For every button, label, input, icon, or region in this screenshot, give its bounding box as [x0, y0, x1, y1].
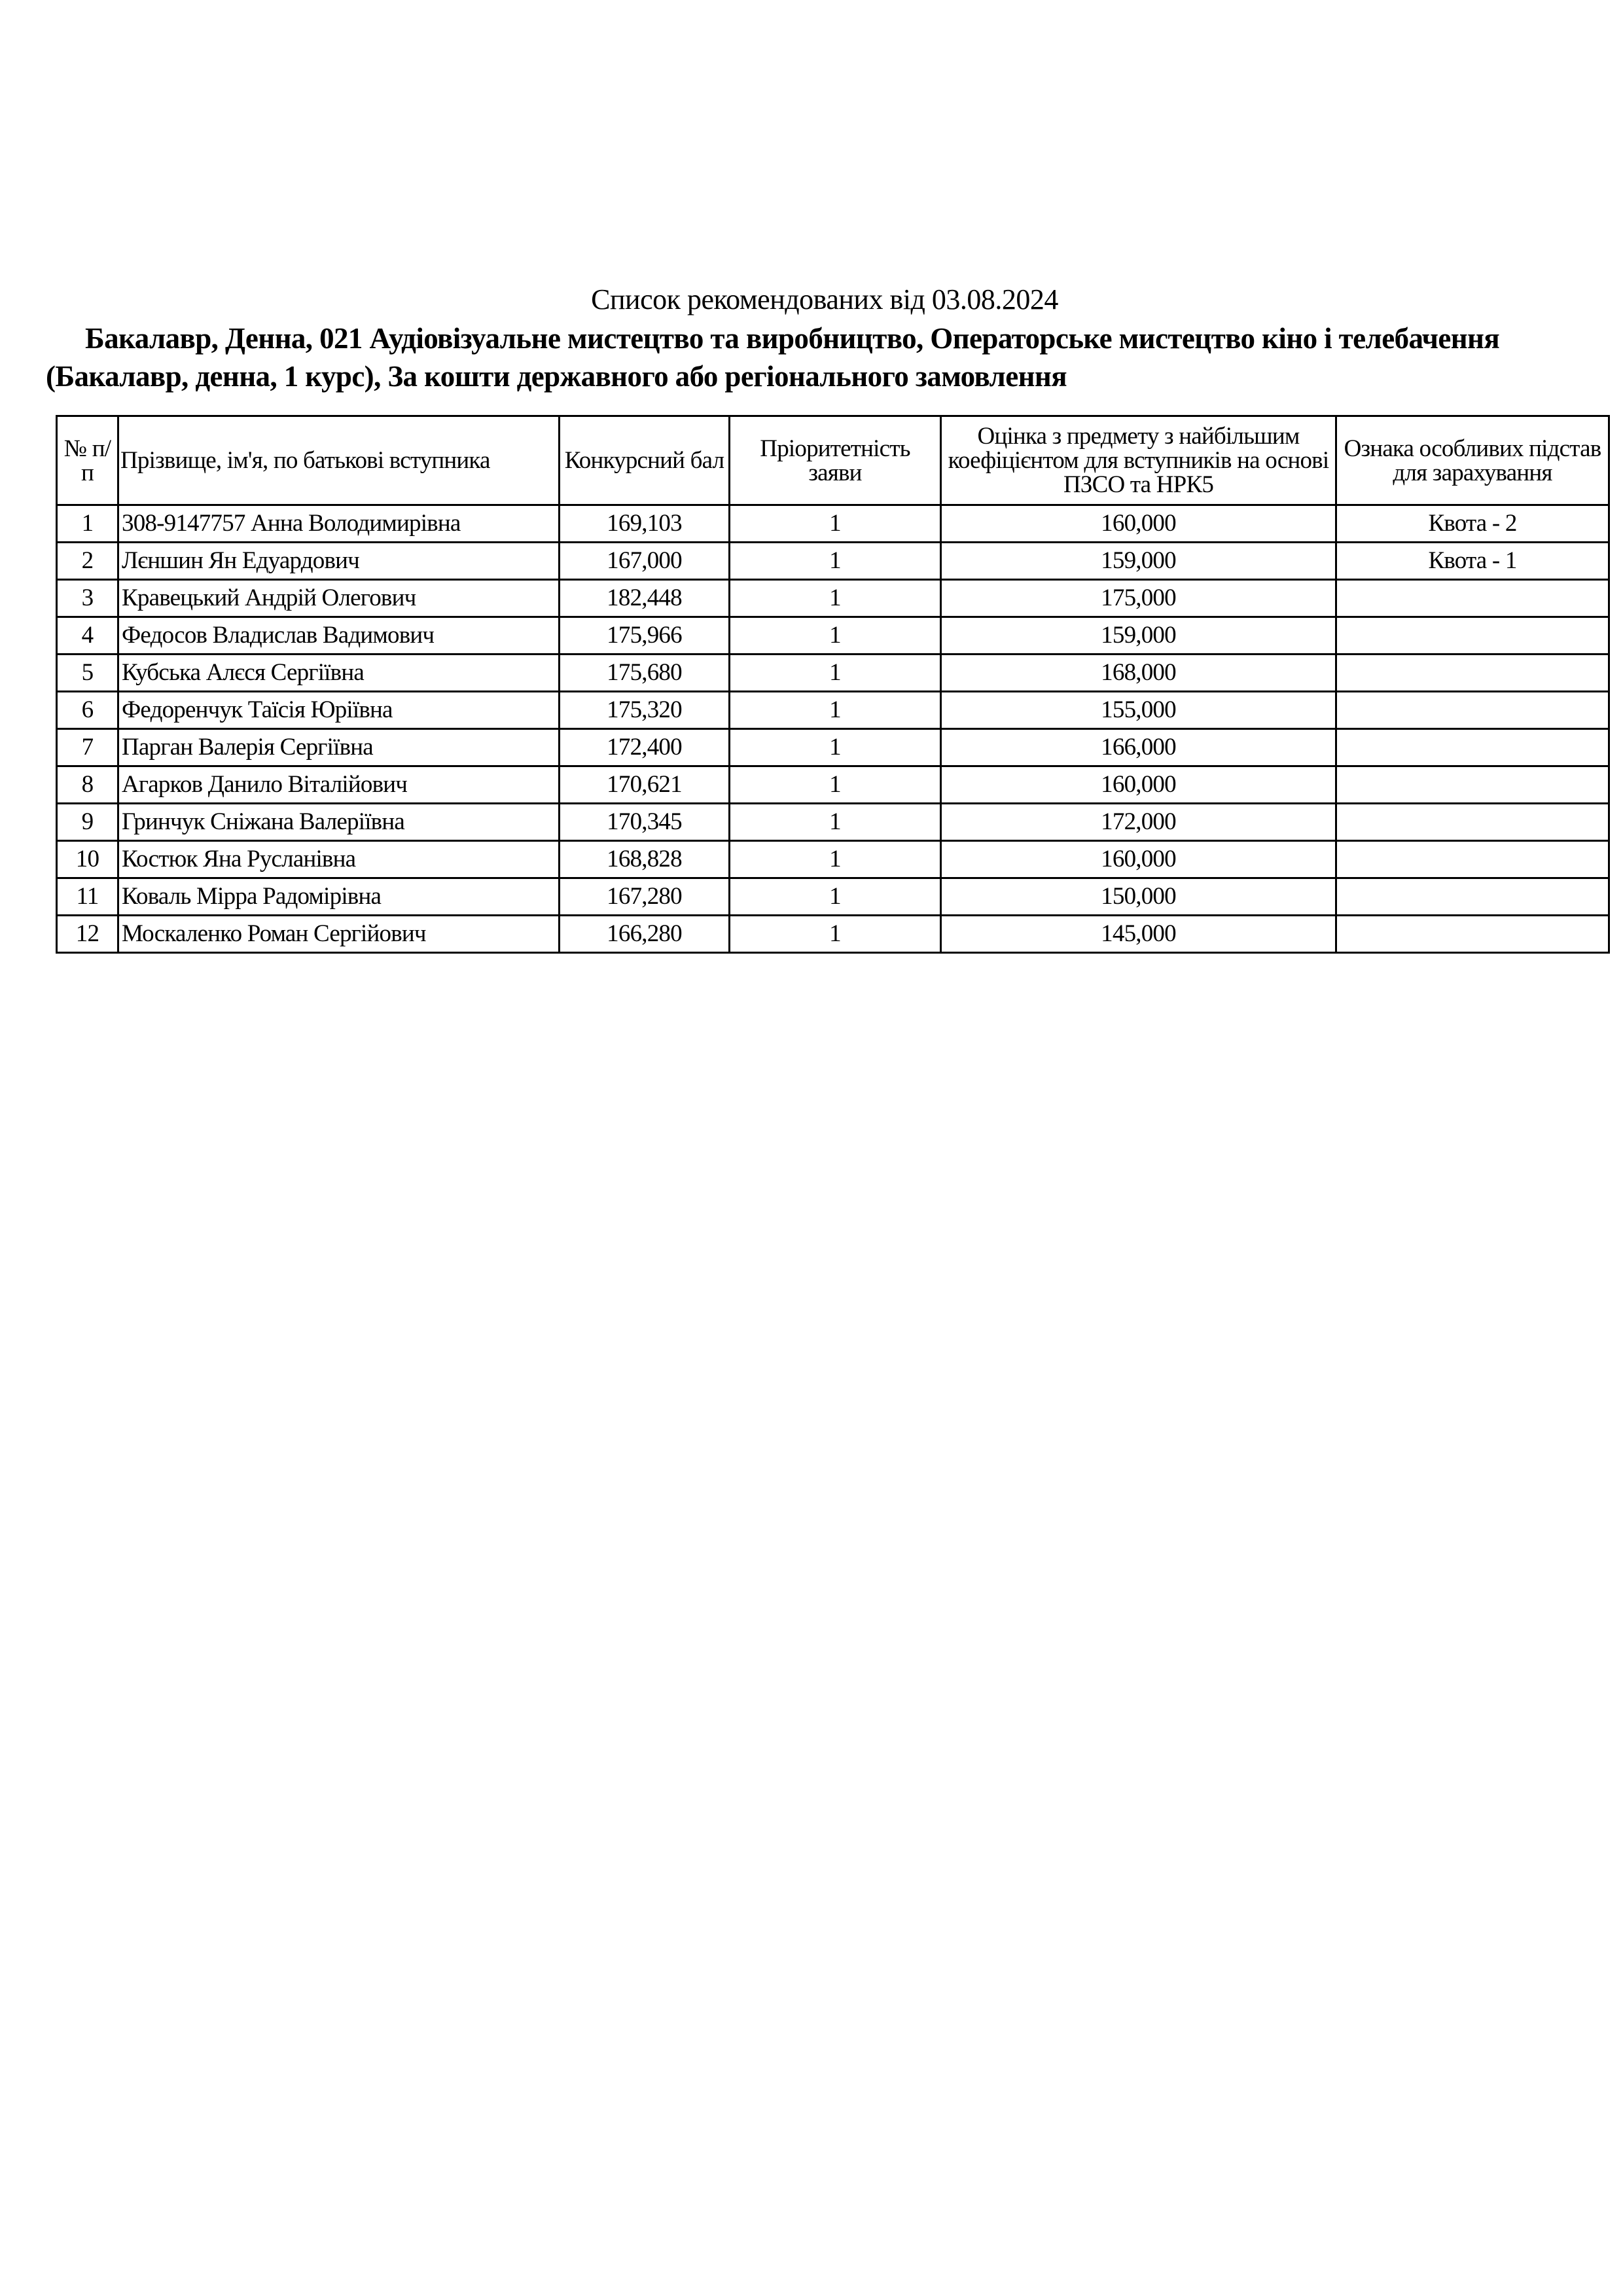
applicant-name-cell: Кубська Алєся Сергіївна	[118, 655, 560, 692]
competitive-score-cell: 170,345	[560, 804, 730, 841]
recommended-applicants-table	[56, 415, 1610, 954]
subject-score-cell: 175,000	[941, 580, 1336, 617]
table-row	[57, 766, 1609, 804]
priority-cell: 1	[730, 841, 941, 878]
priority-cell: 1	[730, 916, 941, 953]
competitive-score-cell: 168,828	[560, 841, 730, 878]
applicant-name-cell: Лєншин Ян Едуардович	[118, 543, 560, 580]
row-number-cell: 3	[57, 580, 118, 617]
priority-cell: 1	[730, 878, 941, 916]
applicant-name-cell: Федоренчук Таїсія Юріївна	[118, 692, 560, 729]
priority-cell: 1	[730, 543, 941, 580]
table-row	[57, 841, 1609, 878]
subject-score-cell: 168,000	[941, 655, 1336, 692]
priority-cell: 1	[730, 580, 941, 617]
special-grounds-cell	[1336, 729, 1609, 766]
applicant-name-cell: Федосов Владислав Вадимович	[118, 617, 560, 655]
competitive-score-cell: 166,280	[560, 916, 730, 953]
subject-score-cell: 145,000	[941, 916, 1336, 953]
row-number-cell: 9	[57, 804, 118, 841]
priority-cell: 1	[730, 729, 941, 766]
table-row	[57, 916, 1609, 953]
header-special-grounds: Ознака особливих підстав для зарахування	[1336, 416, 1609, 505]
special-grounds-cell	[1336, 841, 1609, 878]
applicant-name-cell: Костюк Яна Русланівна	[118, 841, 560, 878]
row-number-cell: 2	[57, 543, 118, 580]
subject-score-cell: 159,000	[941, 617, 1336, 655]
applicant-name-cell: Парган Валерія Сергіївна	[118, 729, 560, 766]
header-number: № п/п	[57, 416, 118, 505]
competitive-score-cell: 175,680	[560, 655, 730, 692]
special-grounds-cell	[1336, 878, 1609, 916]
competitive-score-cell: 167,000	[560, 543, 730, 580]
priority-cell: 1	[730, 617, 941, 655]
special-grounds-cell	[1336, 655, 1609, 692]
priority-cell: 1	[730, 692, 941, 729]
table-row	[57, 543, 1609, 580]
competitive-score-cell: 169,103	[560, 505, 730, 543]
document-subtitle: Бакалавр, Денна, 021 Аудіовізуальне мистецтво та виробництво, Операторське мистецтво кіно і телебачення (Бакалавр, денна, 1 курс), За кошти державного або регіонального замовлення	[46, 322, 1500, 393]
competitive-score-cell: 172,400	[560, 729, 730, 766]
applicant-name-cell: 308-9147757 Анна Володимирівна	[118, 505, 560, 543]
row-number-cell: 12	[57, 916, 118, 953]
row-number-cell: 1	[57, 505, 118, 543]
special-grounds-cell: Квота - 2	[1336, 505, 1609, 543]
table-row	[57, 804, 1609, 841]
priority-cell: 1	[730, 655, 941, 692]
priority-cell: 1	[730, 505, 941, 543]
applicant-name-cell: Гринчук Сніжана Валеріївна	[118, 804, 560, 841]
special-grounds-cell	[1336, 766, 1609, 804]
subject-score-cell: 155,000	[941, 692, 1336, 729]
competitive-score-cell: 182,448	[560, 580, 730, 617]
special-grounds-cell	[1336, 580, 1609, 617]
table-row	[57, 729, 1609, 766]
special-grounds-cell	[1336, 617, 1609, 655]
row-number-cell: 7	[57, 729, 118, 766]
row-number-cell: 8	[57, 766, 118, 804]
row-number-cell: 5	[57, 655, 118, 692]
header-name: Прізвище, ім'я, по батькові вступника	[118, 416, 560, 505]
subject-score-cell: 160,000	[941, 505, 1336, 543]
table-row	[57, 505, 1609, 543]
applicant-name-cell: Агарков Данило Віталійович	[118, 766, 560, 804]
applicant-name-cell: Коваль Мірра Радомірівна	[118, 878, 560, 916]
table-row	[57, 617, 1609, 655]
subject-score-cell: 172,000	[941, 804, 1336, 841]
table-row	[57, 692, 1609, 729]
header-subject-score: Оцінка з предмету з найбільшим коефіцієнтом для вступників на основі ПЗСО та НРК5	[941, 416, 1336, 505]
subject-score-cell: 160,000	[941, 841, 1336, 878]
header-competitive-score: Конкурсний бал	[560, 416, 730, 505]
special-grounds-cell	[1336, 804, 1609, 841]
competitive-score-cell: 175,966	[560, 617, 730, 655]
header-priority: Пріоритетність заяви	[730, 416, 941, 505]
table-row	[57, 580, 1609, 617]
row-number-cell: 4	[57, 617, 118, 655]
row-number-cell: 10	[57, 841, 118, 878]
row-number-cell: 11	[57, 878, 118, 916]
applicant-name-cell: Москаленко Роман Сергійович	[118, 916, 560, 953]
table-header-row	[57, 416, 1609, 505]
special-grounds-cell: Квота - 1	[1336, 543, 1609, 580]
competitive-score-cell: 175,320	[560, 692, 730, 729]
table-row	[57, 655, 1609, 692]
document-title: Список рекомендованих від 03.08.2024	[591, 283, 1058, 315]
competitive-score-cell: 170,621	[560, 766, 730, 804]
row-number-cell: 6	[57, 692, 118, 729]
special-grounds-cell	[1336, 916, 1609, 953]
subject-score-cell: 160,000	[941, 766, 1336, 804]
subject-score-cell: 166,000	[941, 729, 1336, 766]
competitive-score-cell: 167,280	[560, 878, 730, 916]
priority-cell: 1	[730, 804, 941, 841]
subject-score-cell: 150,000	[941, 878, 1336, 916]
priority-cell: 1	[730, 766, 941, 804]
subject-score-cell: 159,000	[941, 543, 1336, 580]
special-grounds-cell	[1336, 692, 1609, 729]
applicant-name-cell: Кравецький Андрій Олегович	[118, 580, 560, 617]
table-row	[57, 878, 1609, 916]
